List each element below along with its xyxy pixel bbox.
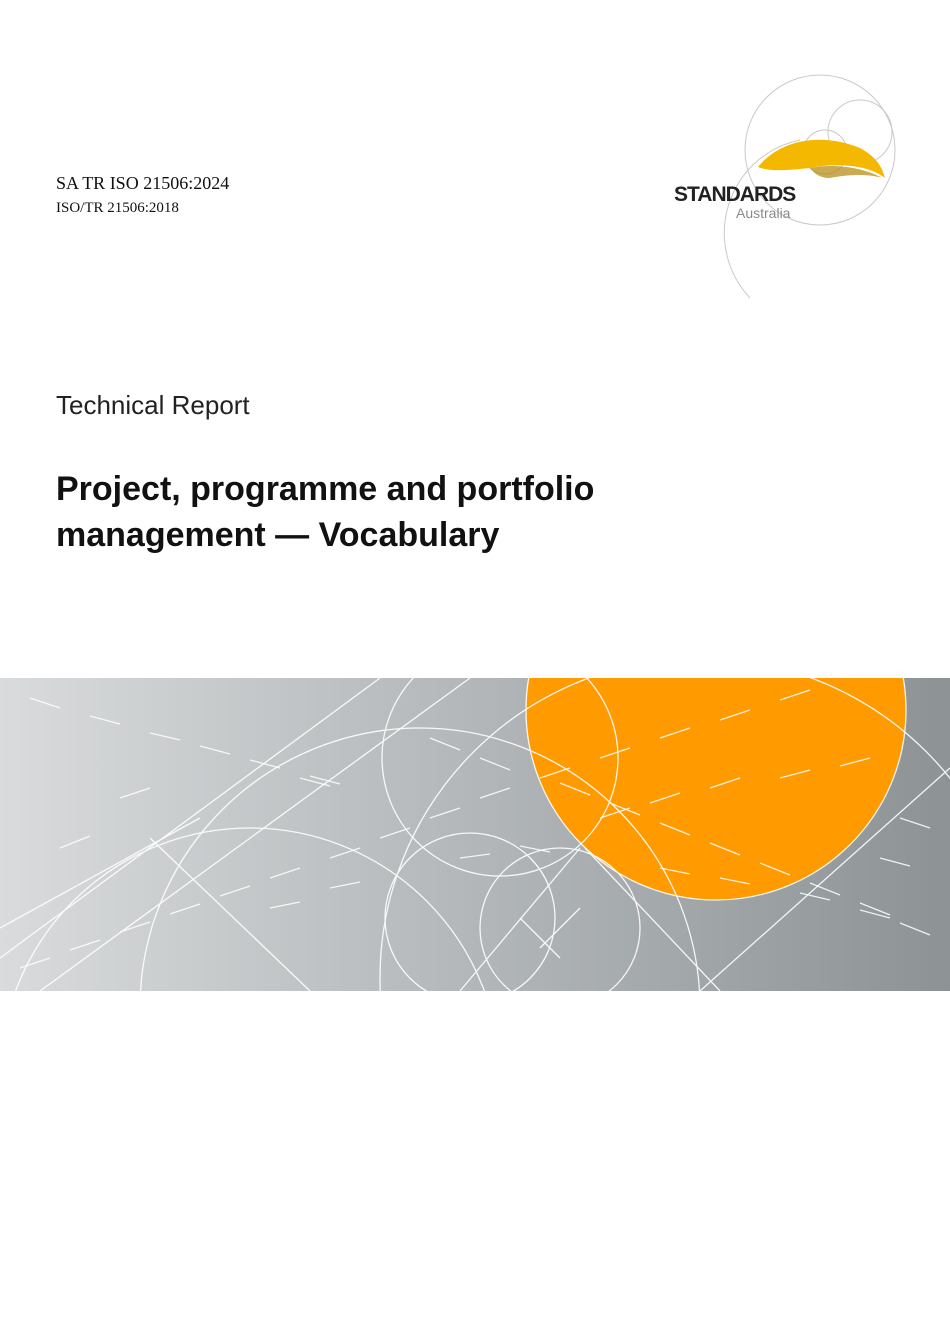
cover-banner-graphic [0,678,950,991]
title-line-2: management — Vocabulary [56,516,500,554]
banner-pattern [0,678,950,991]
report-type: Technical Report [56,390,250,420]
document-identical-designation: ISO/TR 21506:2018 [56,200,179,216]
logo-wordmark: STANDARDS [674,183,796,206]
document-identifiers [56,172,229,218]
document-designation: SA TR ISO 21506:2024 [56,173,230,193]
logo-subwordmark: Australia [736,205,791,221]
standards-australia-logo [670,70,910,305]
document-title [56,466,756,558]
title-line-1: Project, programme and portfolio [56,470,595,508]
